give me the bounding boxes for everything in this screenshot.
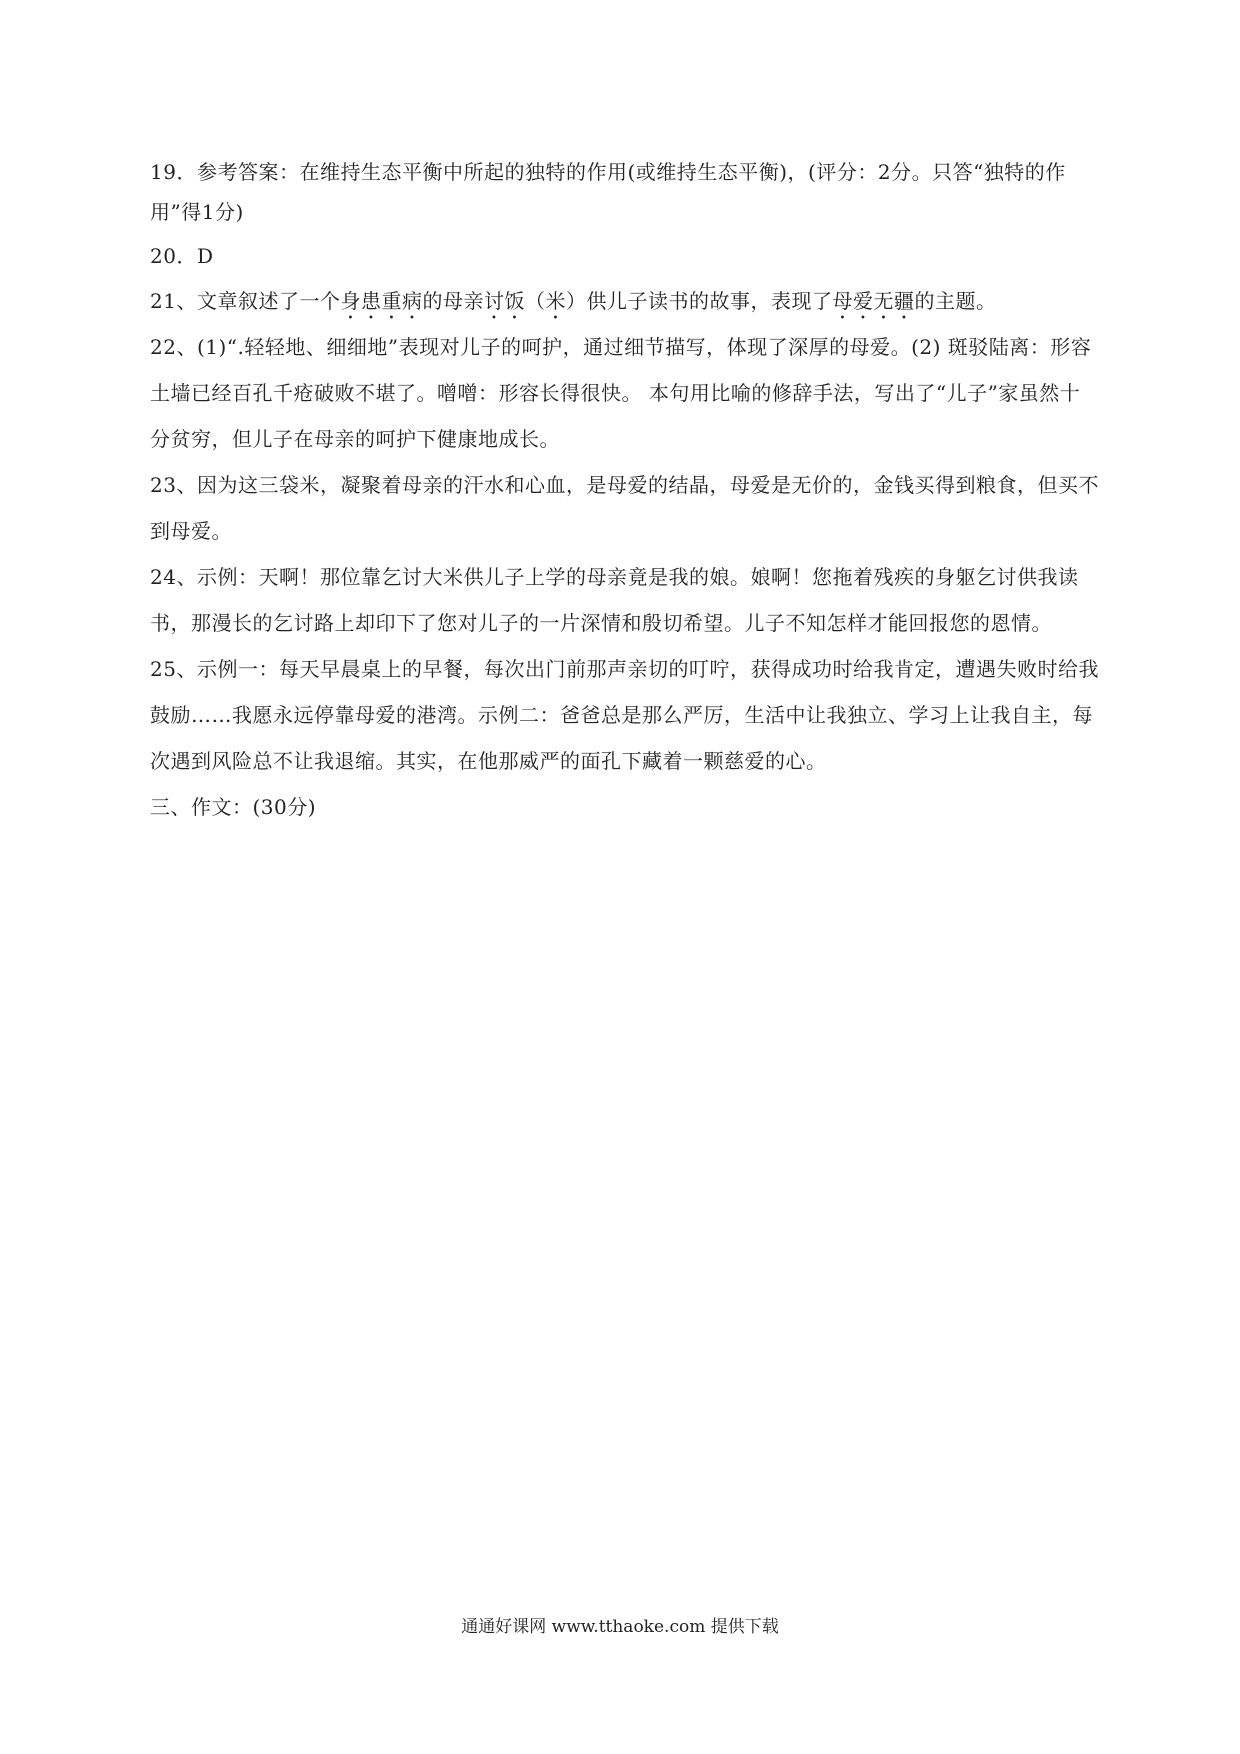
answer-21-text: 的主题。 — [914, 289, 997, 313]
answer-24: 24、示例：天啊！那位靠乞讨大米供儿子上学的母亲竟是我的娘。娘啊！您拖着残疾的身躯乞讨供我读书，那漫长的乞讨路上却印下了您对儿子的一片深情和殷切希望。儿子不知怎样才能回报您的恩情。 — [150, 565, 1079, 635]
answer-23: 23、因为这三袋米，凝聚着母亲的汗水和心血，是母爱的结晶，母爱是无价的，金钱买得到粮食，但买不到母爱。 — [150, 473, 1099, 543]
answer-21 — [150, 278, 1100, 324]
answer-21-text: 的母亲 — [422, 289, 484, 313]
answer-22: 22、(1)“.轻轻地、细细地”表现对儿子的呵护，通过细节描写，体现了深厚的母爱。(2) 斑驳陆离：形容土墙已经百孔千疮破败不堪了。噌噌：形容长得很快。 本句用比喻的修辞手法，写出了“儿子”家虽然十分贫穷，但儿子在母亲的呵护下健康地成长。 — [150, 335, 1092, 451]
answer-key — [150, 152, 1100, 830]
answer-19: 19．参考答案：在维持生态平衡中所起的独特的作用(或维持生态平衡)，(评分：2分。只答“独特的作用”得1分) — [150, 160, 1066, 224]
answer-21-text: 供儿子读书的故事，表现了 — [586, 289, 833, 313]
answer-21-text: 21、文章叙述了一个 — [150, 289, 341, 313]
emphasis-dotted-text: 讨饭（米） — [483, 289, 587, 313]
answer-25: 25、示例一：每天早晨桌上的早餐，每次出门前那声亲切的叮咛，获得成功时给我肯定，遭遇失败时给我鼓励……我愿永远停靠母爱的港湾。示例二：爸爸总是那么严厉，生活中让我独立、学习上让我自主，每次遇到风险总不让我退缩。其实，在他那威严的面孔下藏着一颗慈爱的心。 — [150, 657, 1099, 773]
footer-source: 通通好课网 www.tthaoke.com 提供下载 — [461, 1617, 779, 1637]
section-title-composition: 三、作文：(30分) — [150, 795, 317, 819]
emphasis-dotted-text: 身患重病 — [340, 289, 423, 313]
answer-20: 20．D — [150, 244, 214, 268]
emphasis-dotted-text: 母爱无疆 — [832, 289, 915, 313]
